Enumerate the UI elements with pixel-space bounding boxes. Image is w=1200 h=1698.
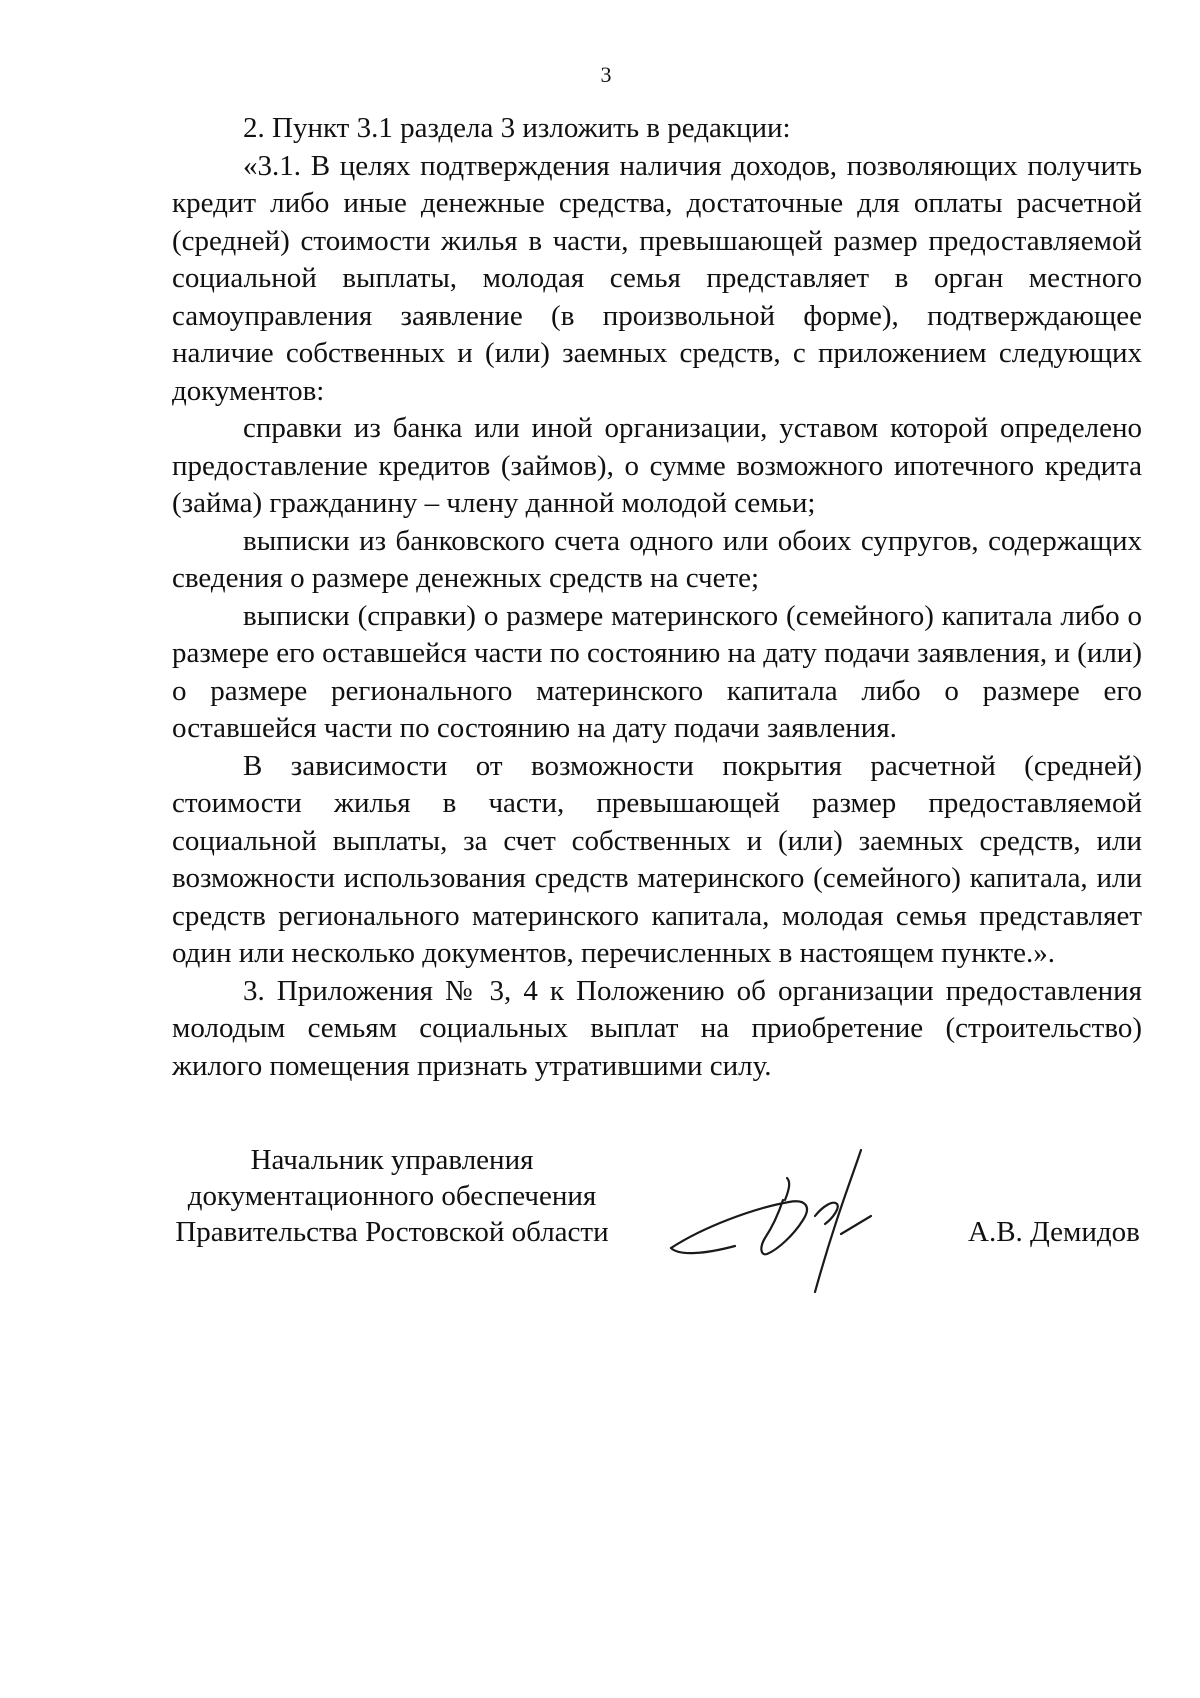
signature-stroke-long <box>815 1150 861 1292</box>
signature-stroke-tail <box>841 1216 871 1234</box>
signature-stroke-loop <box>671 1200 807 1254</box>
signatory-name: А.В. Демидов <box>968 1216 1140 1248</box>
paragraph-clause-3-1: «3.1. В целях подтверждения наличия доходов, позволяющих получить кредит либо иные денежные средства, достаточные для оплаты расчетной (средней) стоимости жилья в части, превышающей размер предоставляемой социальной выплаты, молодая семья представляет в орган местного самоуправления заявление (в произвольной форме), подтверждающее наличие собственных и (или) заемных средств, с приложением следующих документов: <box>172 149 1142 407</box>
paragraph-coverage-options: В зависимости от возможности покрытия расчетной (средней) стоимости жилья в части, превышающей размер предоставляемой социальной выплаты, за счет собственных и (или) заемных средств, или возможности использования средств материнского (семейного) капитала, или средств регионального материнского капитала, молодая семья представляет один или несколько документов, перечисленных в настоящем пункте.». <box>172 749 1142 969</box>
handwritten-signature-icon <box>665 1130 965 1300</box>
signature-stroke-mid <box>815 1203 838 1224</box>
page-number: 3 <box>600 62 612 87</box>
signatory-position-line-1: Начальник управления <box>250 1144 534 1176</box>
signature-stroke-base <box>671 1246 735 1253</box>
paragraph-maternity-capital: выписки (справки) о размере материнского (семейного) капитала либо о размере его оставшейся части по состоянию на дату подачи заявления, и (или) о размере регионального материнского капитала либо о размере его оставшейся части по состоянию на дату подачи заявления. <box>172 599 1142 744</box>
paragraph-account-statement: выписки из банковского счета одного или обоих супругов, содержащих сведения о размере денежных средств на счете; <box>172 524 1142 594</box>
signatory-position-line-3: Правительства Ростовской области <box>175 1216 609 1248</box>
signatory-position <box>172 1142 612 1250</box>
document-body <box>172 110 1142 1085</box>
paragraph-bank-certificate: справки из банка или иной организации, уставом которой определено предоставление кредитов (займов), о сумме возможного ипотечного кредита (займа) гражданину – члену данной молодой семьи; <box>172 412 1142 519</box>
signatory-position-line-2: документационного обеспечения <box>187 1180 597 1212</box>
paragraph-item-3-appendices: 3. Приложения № 3, 4 к Положению об организации предоставления молодым семьям социальных выплат на приобретение (строительство) жилого помещения признать утратившими силу. <box>172 974 1142 1082</box>
paragraph-item-2-heading: 2. Пункт 3.1 раздела 3 изложить в редакции: <box>243 112 791 144</box>
signature-stroke-hook <box>785 1178 789 1200</box>
